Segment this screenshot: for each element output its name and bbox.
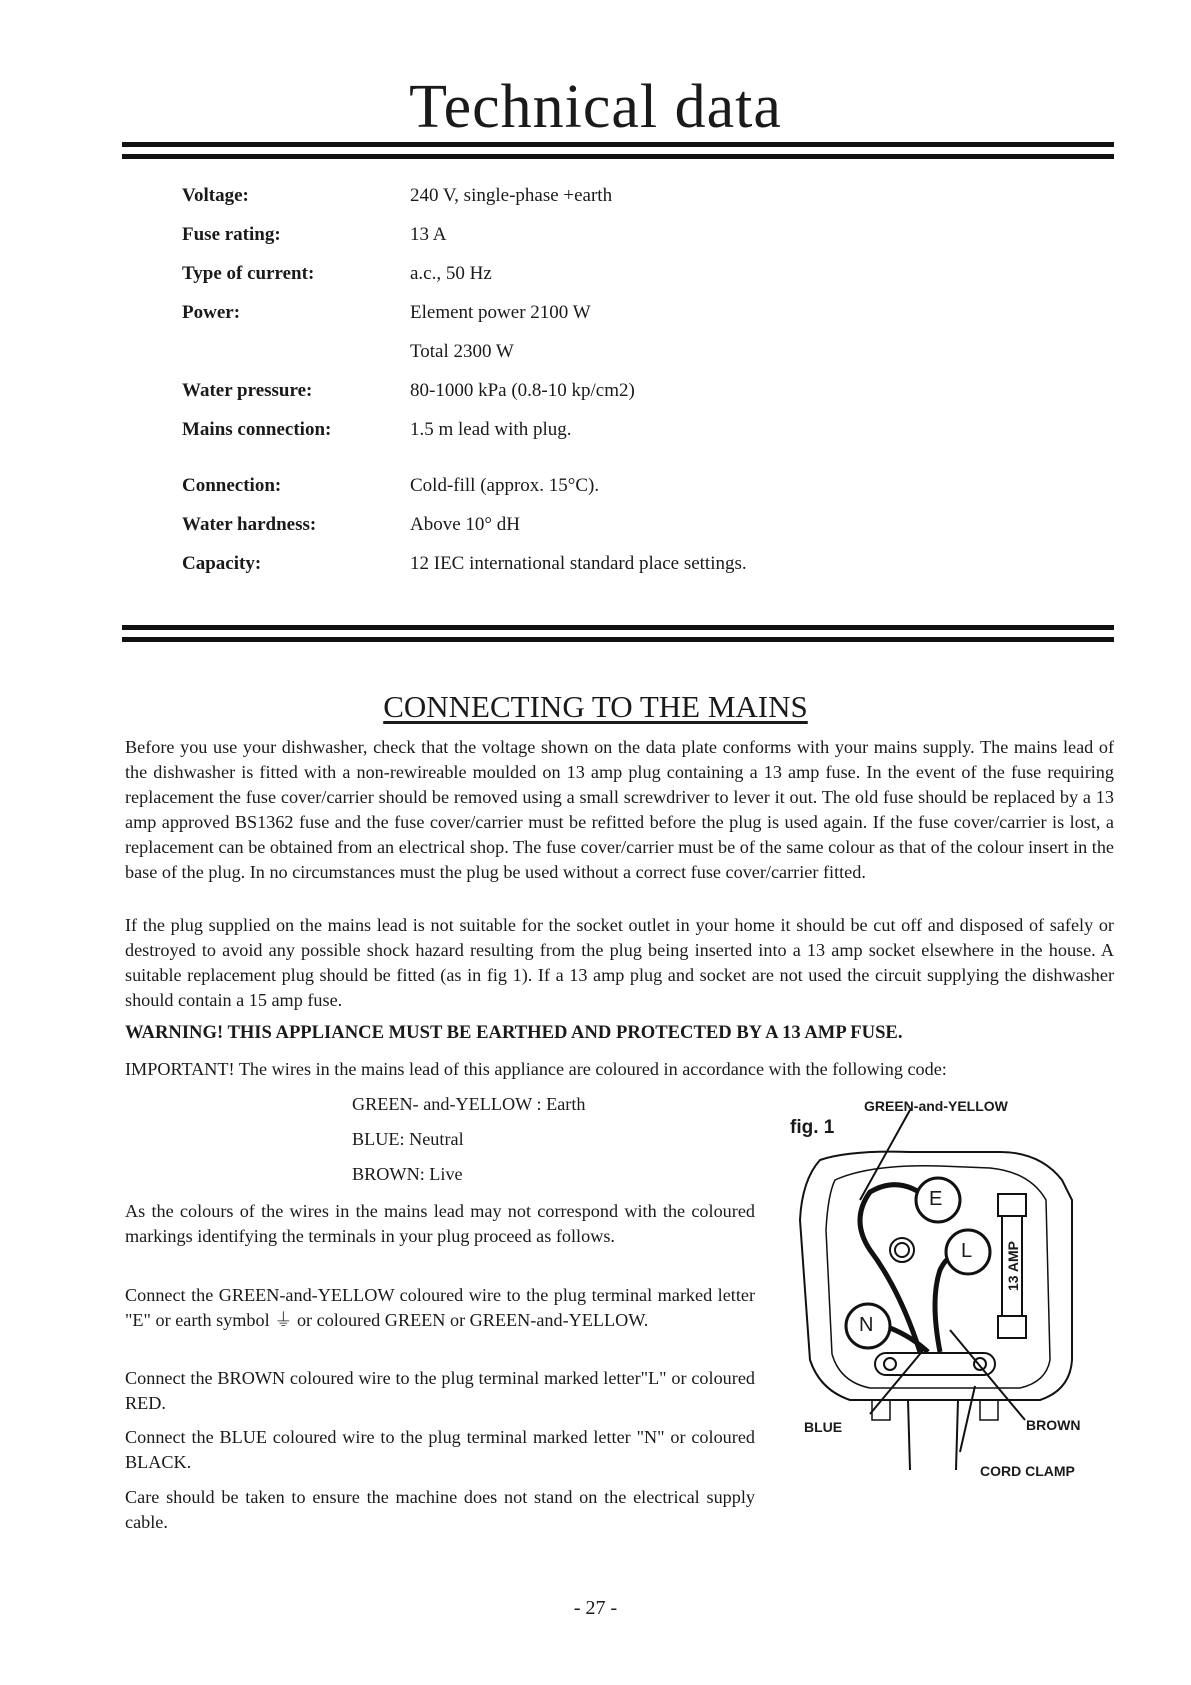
- double-rule-bottom: [122, 625, 1114, 642]
- cord-clamp-label: CORD CLAMP: [980, 1463, 1075, 1479]
- green-yellow-label: GREEN-and-YELLOW: [864, 1098, 1008, 1114]
- wire-code-earth: GREEN- and-YELLOW : Earth: [352, 1094, 586, 1114]
- spec-value: Total 2300 W: [410, 341, 514, 362]
- page-number: - 27 -: [573, 1597, 618, 1619]
- spec-value: 240 V, single-phase +earth: [410, 185, 613, 206]
- plug-diagram: [790, 1090, 1110, 1490]
- plug-wiring-figure: [790, 1090, 1110, 1490]
- spec-value: Element power 2100 W: [410, 302, 591, 323]
- brown-label: BROWN: [1026, 1417, 1081, 1433]
- wire-code-neutral: BLUE: Neutral: [352, 1129, 464, 1149]
- section-title: CONNECTING TO THE MAINS: [383, 689, 808, 724]
- wire-code-live: BROWN: Live: [352, 1164, 463, 1184]
- fuse-rating-label: 13 AMP: [1005, 1240, 1022, 1292]
- double-rule-top: [122, 142, 1114, 159]
- warning-text: WARNING! THIS APPLIANCE MUST BE EARTHED AND PROTECTED BY A 13 AMP FUSE.: [125, 1022, 903, 1043]
- spec-label: Power:: [182, 302, 241, 323]
- earth-terminal-letter: E: [929, 1188, 943, 1210]
- spec-value: a.c., 50 Hz: [410, 263, 492, 284]
- spec-value: Cold-fill (approx. 15°C).: [410, 475, 600, 496]
- live-terminal-letter: L: [961, 1240, 973, 1262]
- paragraph-connect-neutral: Connect the BLUE coloured wire to the plug terminal marked letter "N" or coloured BLACK.: [125, 1427, 755, 1472]
- paragraph-plug-replacement: If the plug supplied on the mains lead is not suitable for the socket outlet in your home it should be cut off and disposed of safely or destroyed to avoid any possible shock hazard resulting from the plug being inserted into a 13 amp socket elsewhere in the house. A suitable replacement plug should be fitted (as in fig 1). If a 13 amp plug and socket are not used the circuit supplying the dishwasher should contain a 15 amp fuse.: [125, 915, 1114, 1010]
- figure-caption: fig. 1: [790, 1117, 835, 1138]
- paragraph-connect-earth: Connect the GREEN-and-YELLOW coloured wire to the plug terminal marked letter "E" or earth symbol ⏚ or coloured GREEN or GREEN-and-YELLOW.: [125, 1285, 755, 1330]
- spec-value: 1.5 m lead with plug.: [410, 419, 572, 440]
- important-text: IMPORTANT! The wires in the mains lead of this appliance are coloured in accordance with the following code:: [125, 1059, 947, 1079]
- spec-label: Water pressure:: [182, 380, 313, 401]
- spec-value: 13 A: [410, 224, 447, 245]
- neutral-terminal-letter: N: [859, 1314, 874, 1336]
- spec-label: Mains connection:: [182, 419, 332, 440]
- spec-label: Capacity:: [182, 553, 262, 574]
- blue-label: BLUE: [804, 1419, 843, 1435]
- spec-label: Type of current:: [182, 263, 315, 284]
- spec-label: Connection:: [182, 475, 282, 496]
- spec-label: Voltage:: [182, 185, 249, 206]
- page-title: Technical data: [409, 73, 782, 141]
- spec-label: Fuse rating:: [182, 224, 281, 245]
- paragraph-colours-note: As the colours of the wires in the mains lead may not correspond with the coloured markings identifying the terminals in your plug proceed as follows.: [125, 1201, 755, 1246]
- spec-value: Above 10° dH: [410, 514, 520, 535]
- paragraph-care: Care should be taken to ensure the machine does not stand on the electrical supply cable.: [125, 1487, 755, 1532]
- spec-value: 80-1000 kPa (0.8-10 kp/cm2): [410, 380, 635, 401]
- paragraph-connect-live: Connect the BROWN coloured wire to the plug terminal marked letter"L" or coloured RED.: [125, 1368, 755, 1413]
- paragraph-fuse-info: Before you use your dishwasher, check that the voltage shown on the data plate conforms with your mains supply. The mains lead of the dishwasher is fitted with a non-rewireable moulded on 13 amp plug containing a 13 amp fuse. In the event of the fuse requiring replacement the fuse cover/carrier should be removed using a small screwdriver to lever it out. The old fuse should be replaced by a 13 amp approved BS1362 fuse and the fuse cover/carrier must be refitted before the plug is used again. If the fuse cover/carrier is lost, a replacement can be obtained from an electrical shop. The fuse cover/carrier must be of the same colour as that of the colour insert in the base of the plug. In no circumstances must the plug be used without a correct fuse cover/carrier fitted.: [125, 737, 1114, 882]
- spec-value: 12 IEC international standard place settings.: [410, 553, 747, 574]
- spec-label: Water hardness:: [182, 514, 317, 535]
